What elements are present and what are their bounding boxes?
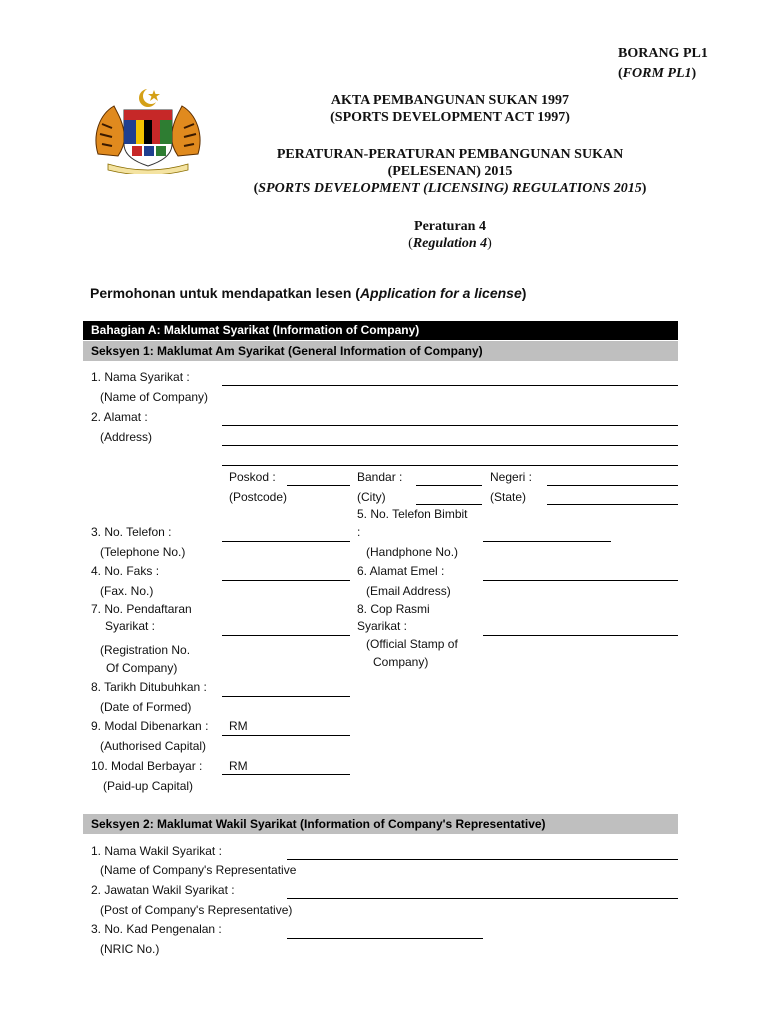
act-title: AKTA PEMBANGUNAN SUKAN 1997 — [330, 93, 570, 108]
nric-label: 3. No. Kad Pengenalan : — [91, 922, 222, 936]
telephone-sublabel: (Telephone No.) — [100, 545, 186, 559]
email-field[interactable] — [483, 580, 678, 581]
stamp-label: 8. Cop Rasmi — [357, 602, 430, 616]
rep-name-label: 1. Nama Wakil Syarikat : — [91, 844, 222, 858]
telephone-label: 3. No. Telefon : — [91, 525, 172, 539]
intro-text: Permohonan untuk mendapatkan lesen (Application for a license) — [90, 285, 527, 301]
nric-sublabel: (NRIC No.) — [100, 942, 160, 956]
postcode-sublabel: (Postcode) — [229, 490, 288, 504]
address-field-line3[interactable] — [222, 465, 678, 466]
address-field-line1[interactable] — [222, 425, 678, 426]
telephone-field[interactable] — [222, 541, 350, 542]
paidup-capital-field[interactable] — [222, 774, 350, 775]
registration-label-line2: Syarikat : — [105, 619, 156, 633]
handphone-label: 5. No. Telefon Bimbit — [357, 507, 468, 521]
stamp-sublabel: (Official Stamp of — [366, 637, 458, 651]
paidup-capital-label: 10. Modal Berbayar : — [91, 759, 203, 773]
registration-sublabel: (Registration No. — [100, 643, 191, 657]
regulations-title: PERATURAN-PERATURAN PEMBANGUNAN SUKAN — [276, 147, 624, 162]
act-title-english: (SPORTS DEVELOPMENT ACT 1997) — [330, 110, 570, 125]
company-name-sublabel: (Name of Company) — [100, 390, 209, 404]
paidup-capital-currency: RM — [229, 759, 248, 773]
city-sublabel: (City) — [357, 490, 386, 504]
rep-post-field[interactable] — [287, 898, 678, 899]
rep-name-field[interactable] — [287, 859, 678, 860]
nric-field[interactable] — [287, 938, 483, 939]
stamp-label-line2: Syarikat : — [357, 619, 408, 633]
company-name-field[interactable] — [222, 385, 678, 386]
regulations-title-english: (SPORTS DEVELOPMENT (LICENSING) REGULATIONS 2015) — [253, 181, 647, 196]
regulation-number-english: (Regulation 4) — [408, 236, 492, 251]
authorised-capital-field[interactable] — [222, 735, 350, 736]
registration-field[interactable] — [222, 635, 350, 636]
part-a-header: Bahagian A: Maklumat Syarikat (Information of Company) — [83, 321, 678, 340]
email-sublabel: (Email Address) — [366, 584, 451, 598]
postcode-field[interactable] — [287, 485, 350, 486]
authorised-capital-sublabel: (Authorised Capital) — [100, 739, 207, 753]
authorised-capital-label: 9. Modal Dibenarkan : — [91, 719, 209, 733]
regulation-number: Peraturan 4 — [414, 219, 486, 234]
address-sublabel: (Address) — [100, 430, 153, 444]
state-field-line1[interactable] — [547, 485, 678, 486]
date-formed-sublabel: (Date of Formed) — [100, 700, 192, 714]
section1-header: Seksyen 1: Maklumat Am Syarikat (General Information of Company) — [83, 341, 678, 361]
rep-post-label: 2. Jawatan Wakil Syarikat : — [91, 883, 235, 897]
state-sublabel: (State) — [490, 490, 527, 504]
fax-label: 4. No. Faks : — [91, 564, 160, 578]
paidup-capital-sublabel: (Paid-up Capital) — [103, 779, 194, 793]
state-label: Negeri : — [490, 470, 533, 484]
date-formed-label: 8. Tarikh Ditubuhkan : — [91, 680, 207, 694]
fax-sublabel: (Fax. No.) — [100, 584, 154, 598]
section2-header: Seksyen 2: Maklumat Wakil Syarikat (Information of Company's Representative) — [83, 814, 678, 834]
city-field-line2[interactable] — [416, 504, 482, 505]
handphone-colon: : — [357, 525, 361, 539]
form-code: BORANG PL1 — [618, 46, 708, 61]
registration-label: 7. No. Pendaftaran — [91, 602, 192, 616]
city-label: Bandar : — [357, 470, 403, 484]
postcode-label: Poskod : — [229, 470, 276, 484]
stamp-sublabel-line2: Company) — [373, 655, 429, 669]
authorised-capital-currency: RM — [229, 719, 248, 733]
email-label: 6. Alamat Emel : — [357, 564, 445, 578]
state-field-line2[interactable] — [547, 504, 678, 505]
rep-name-sublabel: (Name of Company's Representative — [100, 863, 297, 877]
form-code-english: (FORM PL1) — [618, 66, 697, 81]
company-name-label: 1. Nama Syarikat : — [91, 370, 190, 384]
date-formed-field[interactable] — [222, 696, 350, 697]
fax-field[interactable] — [222, 580, 350, 581]
handphone-sublabel: (Handphone No.) — [366, 545, 459, 559]
regulations-title-line2: (PELESENAN) 2015 — [387, 164, 513, 179]
address-label: 2. Alamat : — [91, 410, 148, 424]
city-field-line1[interactable] — [416, 485, 482, 486]
rep-post-sublabel: (Post of Company's Representative) — [100, 903, 293, 917]
address-field-line2[interactable] — [222, 445, 678, 446]
stamp-field[interactable] — [483, 635, 678, 636]
handphone-field[interactable] — [483, 541, 611, 542]
registration-sublabel-line2: Of Company) — [106, 661, 178, 675]
